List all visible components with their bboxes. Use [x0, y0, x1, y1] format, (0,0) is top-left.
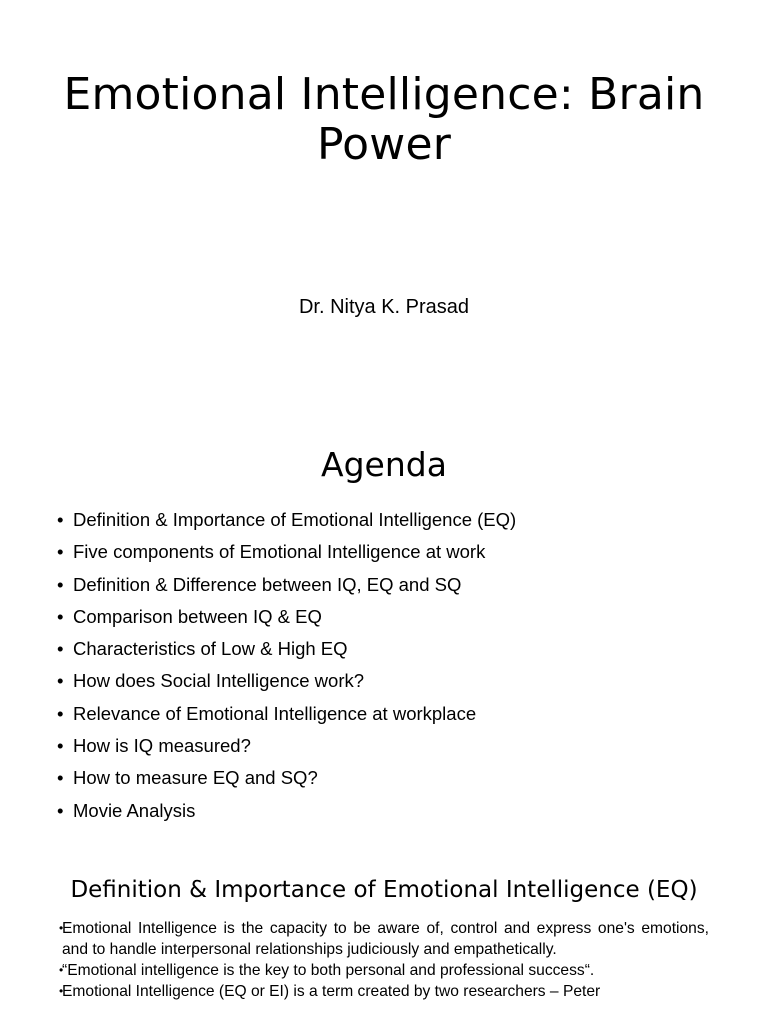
definition-paragraph: [59, 981, 709, 1002]
bullet-icon: •: [59, 921, 64, 935]
bullet-icon: •: [57, 735, 64, 757]
definition-body: [59, 918, 709, 1002]
agenda-item: [57, 572, 747, 604]
agenda-item-label: Relevance of Emotional Intelligence at workplace: [73, 702, 477, 724]
bullet-icon: •: [59, 984, 64, 998]
paragraph-text: Emotional Intelligence (EQ or EI) is a term created by two researchers – Peter: [62, 983, 601, 1000]
bullet-icon: •: [57, 541, 64, 563]
agenda-item-label: How to measure EQ and SQ?: [73, 767, 318, 789]
agenda-slide: [0, 430, 768, 860]
definition-title: Definition & Importance of Emotional Intelligence (EQ): [70, 877, 698, 903]
agenda-item: [57, 604, 747, 636]
agenda-item: [57, 636, 747, 668]
definition-slide: [0, 860, 768, 1024]
bullet-icon: •: [57, 573, 64, 595]
agenda-item: [57, 539, 747, 571]
agenda-item-label: Five components of Emotional Intelligence at work: [73, 541, 486, 563]
bullet-icon: •: [57, 605, 64, 627]
agenda-title: Agenda: [321, 445, 447, 484]
agenda-list: [57, 507, 747, 830]
paragraph-text: Emotional Intelligence is the capacity to be aware of, control and express one's emotions, and to handle interpersonal relationships judiciously and empathetically.: [62, 920, 709, 958]
bullet-icon: •: [57, 702, 64, 724]
agenda-item-label: Definition & Importance of Emotional Intelligence (EQ): [73, 509, 517, 530]
bullet-icon: •: [57, 767, 64, 789]
bullet-icon: •: [59, 963, 64, 977]
bullet-icon: •: [57, 638, 64, 660]
paragraph-text: “Emotional intelligence is the key to both personal and professional success“.: [62, 962, 595, 979]
agenda-item: [57, 668, 747, 700]
slide-title: Emotional Intelligence: Brain Power: [63, 69, 705, 170]
agenda-item: [57, 765, 747, 797]
agenda-item-label: Movie Analysis: [73, 799, 196, 821]
agenda-item: [57, 798, 747, 830]
bullet-icon: •: [57, 670, 64, 692]
definition-paragraph: [59, 918, 709, 960]
title-slide: [0, 0, 768, 430]
agenda-item-label: Comparison between IQ & EQ: [73, 605, 322, 627]
agenda-item: [57, 701, 747, 733]
agenda-item-label: Definition & Difference between IQ, EQ and SQ: [73, 573, 462, 595]
bullet-icon: •: [57, 509, 64, 530]
agenda-item-label: How does Social Intelligence work?: [73, 670, 365, 692]
agenda-item-label: How is IQ measured?: [73, 735, 251, 757]
presenter-name: Dr. Nitya K. Prasad: [298, 296, 470, 318]
agenda-item: [57, 733, 747, 765]
bullet-icon: •: [57, 799, 64, 821]
agenda-item: [57, 507, 747, 539]
agenda-item-label: Characteristics of Low & High EQ: [73, 638, 348, 660]
definition-paragraph: [59, 960, 709, 981]
